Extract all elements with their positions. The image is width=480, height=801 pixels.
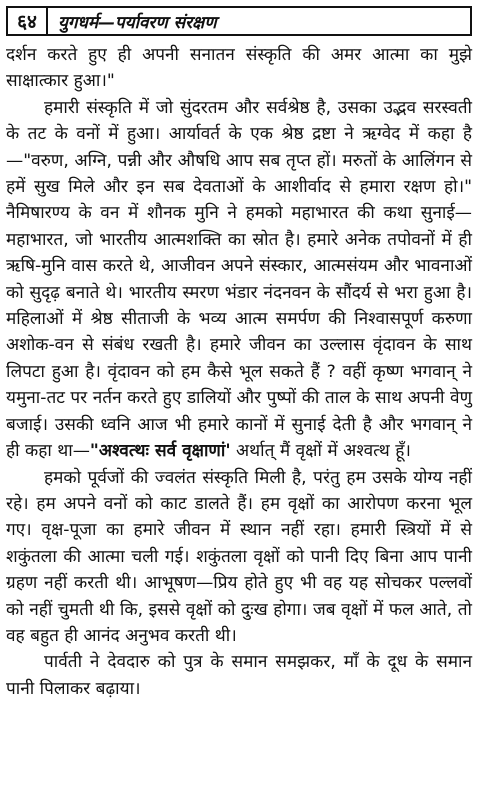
paragraph-continuation: दर्शन करते हुए ही अपनी सनातन संस्कृति की अमर आत्मा का मुझे साक्षात्कार हुआ।" bbox=[6, 45, 472, 92]
body-text bbox=[6, 42, 472, 702]
paragraph-culture bbox=[6, 95, 472, 465]
paragraph-parvati: पार्वती ने देवदारु को पुत्र के समान समझकर, माँ के दूध के समान पानी पिलाकर बढ़ाया। bbox=[6, 652, 472, 699]
page-header bbox=[6, 6, 472, 36]
sanskrit-quote: "अश्वत्थः सर्व वृक्षाणां' bbox=[89, 441, 231, 462]
page-number: ६४ bbox=[6, 6, 46, 36]
paragraph-ancestors: हमको पूर्वजों की ज्वलंत संस्कृति मिली है, परंतु हम उसके योग्य नहीं रहे। हम अपने वनों को काट डालते हैं। हम वृक्षों का आरोपण करना भूल गए। वृक्ष-पूजा का हमारे जीवन में स्थान नहीं रहा। हमारी स्त्रियों में से शकुंतला की आत्मा चली गई। शकुंतला वृक्षों को पानी दिए बिना आप पानी ग्रहण नहीं करती थी। आभूषण—प्रिय होते हुए भी वह यह सोचकर पल्लवों को नहीं चुमती थी कि, इससे वृक्षों को दुःख होगा। जब वृक्षों में फल आते, तो वह बहुत ही आनंद अनुभव करती थी। bbox=[6, 467, 472, 646]
running-title: युगधर्म—पर्यावरण संरक्षण bbox=[46, 6, 472, 36]
paragraph-culture-tail: अर्थात् मैं वृक्षों में अश्वत्थ हूँ। bbox=[230, 441, 411, 462]
paragraph-culture-text: हमारी संस्कृति में जो सुंदरतम और सर्वश्रेष्ठ है, उसका उद्भव सरस्वती के तट के वनों में हुआ। आर्यावर्त के एक श्रेष्ठ द्रष्टा ने ऋग्वेद में कहा है—"वरुण, अग्नि, पन्नी और औषधि आप सब तृप्त हों। मरुतों के आलिंगन से हमें सुख मिले और इन सब देवताओं के आशीर्वाद से हमारा रक्षण हो।" नैमिषारण्य के वन में शौनक मुनि ने हमको महाभारत की कथा सुनाई— महाभारत, जो भारतीय आत्मशक्ति का स्रोत है। हमारे अनेक तपोवनों में ही ऋषि-मुनि वास करते थे, आजीवन अपने संस्कार, आत्मसंयम और भावनाओं को सुदृढ़ बनाते थे। भारतीय स्मरण भंडार नंदनवन के सौंदर्य से भरा हुआ है। महिलाओं में श्रेष्ठ सीताजी के भव्य आत्म समर्पण की निश्वासपूर्ण करुणा अशोक-वन से संबंध रखती है। हमारे जीवन का उल्लास वृंदावन के साथ लिपटा हुआ है। वृंदावन को हम कैसे भूल सकते हैं ? वहीं कृष्ण भगवान् ने यमुना-तट पर नर्तन करते हुए डालियों और पुष्पों की ताल के साथ अपनी वेणु बजाई। उसकी ध्वनि आज भी हमारे कानों में सुनाई देती है और भगवान् ने ही कहा था— bbox=[6, 97, 472, 462]
